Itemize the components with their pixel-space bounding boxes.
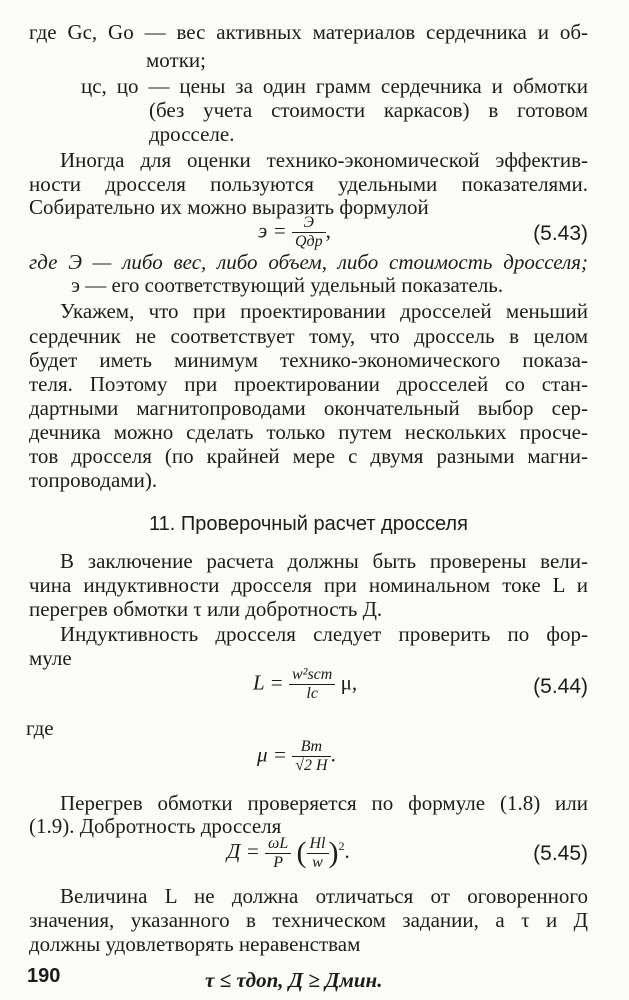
equation-number: (5.44) (533, 675, 588, 698)
text-line: где (26, 716, 54, 740)
eq-lhs: Д = (227, 839, 260, 863)
numerator: Hl (309, 834, 326, 852)
text-line: Иногда для оценки технико-экономической эффектив- (60, 148, 588, 172)
exponent: 2 (338, 839, 345, 853)
text-line: топроводами). (29, 468, 158, 492)
equation-number: (5.45) (533, 842, 588, 865)
fraction (292, 214, 326, 251)
section-heading: 11. Проверочный расчет дросселя (149, 513, 468, 535)
text-line: дросселе. (149, 122, 235, 146)
eq-lhs: μ = (257, 742, 287, 767)
text-line: теля. Поэтому при проектировании дросселей со стан- (29, 372, 588, 396)
text-line: В заключение расчета должны быть проверены вели- (60, 549, 588, 573)
eq-tail: . (330, 742, 336, 767)
eq-tail: . (344, 839, 350, 863)
text-line: тов дросселя (по крайней мере с двумя разными магни- (29, 444, 588, 468)
text-line: э — его соответствующий удельный показатель. (71, 273, 504, 297)
page-number: 190 (27, 965, 61, 987)
text-line: Собирательно их можно выразить формулой (29, 195, 429, 219)
text-line: где Gс, Gо — вес активных материалов сердечника и об- (29, 20, 588, 44)
text-line: где Э — либо вес, либо объем, либо стоимость дросселя; (29, 250, 588, 274)
denominator: w (307, 853, 329, 872)
numerator: Э (303, 214, 314, 231)
text-line: Индуктивность дросселя следует проверить по фор- (60, 622, 588, 646)
equation-number: (5.43) (533, 222, 588, 245)
text-line: будет иметь минимум технико-экономического показа- (29, 348, 588, 372)
equation-5-43 (258, 214, 331, 251)
text-line: Величина L не должна отличаться от оговоренного (60, 884, 588, 908)
text-line: (без учета стоимости каркасов) в готовом (149, 98, 588, 122)
text-line: (1.9). Добротность дросселя (29, 814, 282, 838)
text-line: дартными магнитопроводами окончательный выбор сер- (29, 396, 588, 420)
text-line: сердечник не соответствует тому, что дроссель в целом (29, 324, 588, 348)
text-line: Перегрев обмотки проверяется по формуле (1.8) или (60, 791, 588, 815)
denominator: Qдр (292, 232, 326, 251)
text-line: дечника можно сделать только путем нескольких просче- (29, 420, 588, 444)
denominator: √2 H (292, 756, 330, 775)
equation-5-45: Д = $\frac{\omega L}{P}$ ( $\frac{Hl}{w}$ )$^2$. (227, 834, 350, 871)
numerator: Bm (300, 738, 323, 755)
equation-5-44 (253, 666, 357, 703)
inequalities: τ ≤ τдоп, Д ≥ Дмин. (205, 968, 383, 992)
fraction (292, 738, 330, 775)
eq-lhs: э = (258, 218, 287, 243)
text-line: мотки; (146, 48, 206, 72)
fraction (289, 666, 335, 703)
fraction (307, 835, 329, 872)
text-line: муле (29, 646, 72, 670)
numerator: ωL (268, 834, 289, 852)
equation-mu (257, 738, 336, 775)
text-line: чина индуктивности дросселя при номинальном токе L и (29, 573, 588, 597)
text-line: цс, цо — цены за один грамм сердечника и обмотки (81, 74, 588, 98)
eq-tail: , (325, 218, 331, 243)
denominator: P (265, 853, 291, 872)
text-line: значения, указанного в техническом задании, а τ и Д (29, 908, 588, 932)
numerator: w²sст (291, 666, 333, 683)
eq-lhs: L = (253, 670, 284, 695)
eq-tail: μ, (340, 670, 358, 695)
fraction (265, 835, 291, 872)
text-line: ности дросселя пользуются удельными показателями. (29, 172, 588, 196)
denominator: lс (289, 684, 335, 703)
text-line: перегрев обмотки τ или добротность Д. (29, 597, 383, 621)
text-line: должны удовлетворять неравенствам (29, 932, 361, 956)
text-line: Укажем, что при проектировании дросселей меньший (60, 299, 588, 323)
